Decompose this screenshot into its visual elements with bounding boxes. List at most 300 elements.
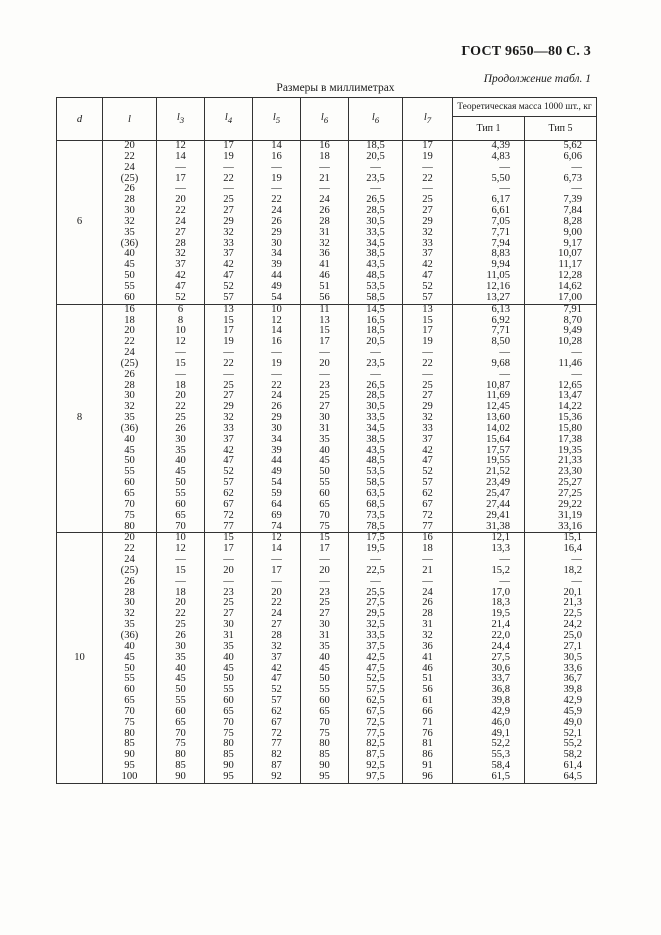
table-cell: 50 (103, 271, 157, 282)
table-row (57, 293, 597, 304)
table-cell: 57 (205, 293, 253, 304)
table-cell: — (205, 555, 253, 566)
table-cell: 55 (103, 282, 157, 293)
table-cell: — (205, 163, 253, 174)
table-cell: 13,3 (453, 544, 525, 555)
table-cell: 19,35 (525, 446, 597, 457)
table-cell: 31 (403, 620, 453, 631)
table-cell: 60 (157, 500, 205, 511)
table-cell: 12 (157, 337, 205, 348)
table-cell: 18,5 (349, 141, 403, 152)
table-cell: 20 (157, 598, 205, 609)
table-cell: 74 (253, 522, 301, 533)
table-cell: 24 (253, 609, 301, 620)
table-cell: 58,4 (453, 761, 525, 772)
table-cell: — (349, 348, 403, 359)
table-cell: 37,5 (349, 642, 403, 653)
table-cell: 77 (403, 522, 453, 533)
table-cell: 27 (205, 206, 253, 217)
table-cell: 90 (205, 761, 253, 772)
table-cell: 19 (403, 152, 453, 163)
table-cell: 27,1 (525, 642, 597, 653)
table-cell: 33,16 (525, 522, 597, 533)
table-cell: 10,87 (453, 381, 525, 392)
table-cell: 26 (301, 206, 349, 217)
table-cell: 15,2 (453, 566, 525, 577)
table-cell: 63,5 (349, 489, 403, 500)
table-cell: 17,38 (525, 435, 597, 446)
table-cell: 32 (157, 249, 205, 260)
table-cell: 19,5 (349, 544, 403, 555)
table-cell: 19 (253, 359, 301, 370)
table-cell: — (403, 163, 453, 174)
table-cell: 95 (205, 772, 253, 783)
table-cell: — (453, 163, 525, 174)
table-cell: 9,68 (453, 359, 525, 370)
table-row (57, 522, 597, 533)
table-cell: 55 (103, 674, 157, 685)
table-cell: 29,41 (453, 511, 525, 522)
table-cell: 21,4 (453, 620, 525, 631)
table-cell: 20 (157, 195, 205, 206)
table-cell: 16 (301, 141, 349, 152)
table-cell: 85 (103, 739, 157, 750)
table-cell: 65 (301, 500, 349, 511)
table-cell: 18 (157, 588, 205, 599)
table-cell: 87,5 (349, 750, 403, 761)
table-cell: 25 (301, 391, 349, 402)
table-cell: 82,5 (349, 739, 403, 750)
table-cell: 27 (301, 609, 349, 620)
table-cell: 21 (403, 566, 453, 577)
table-cell: 23,5 (349, 359, 403, 370)
table-cell: 37 (157, 260, 205, 271)
table-cell: 72,5 (349, 718, 403, 729)
table-cell: 27,5 (453, 653, 525, 664)
table-cell: 6,13 (453, 304, 525, 315)
table-cell: 27 (403, 391, 453, 402)
table-cell: 19,55 (453, 456, 525, 467)
table-cell: 47 (205, 271, 253, 282)
table-cell: 7,39 (525, 195, 597, 206)
table-cell: 30,5 (349, 402, 403, 413)
table-cell: 22 (103, 544, 157, 555)
dimensions-table (56, 97, 597, 784)
table-cell: 77 (253, 739, 301, 750)
table-cell: 41 (403, 653, 453, 664)
table-cell: — (253, 163, 301, 174)
table-cell: 15,36 (525, 413, 597, 424)
table-row (57, 435, 597, 446)
table-cell: 27 (253, 620, 301, 631)
table-cell: 29 (403, 217, 453, 228)
table-cell: 24,2 (525, 620, 597, 631)
table-cell: 68,5 (349, 500, 403, 511)
table-cell: 16 (253, 337, 301, 348)
table-cell: — (525, 370, 597, 381)
table-cell: 23,49 (453, 478, 525, 489)
table-cell: 6,61 (453, 206, 525, 217)
table-cell: 45 (103, 260, 157, 271)
table-cell: 30,5 (349, 217, 403, 228)
table-cell: 18 (103, 316, 157, 327)
table-cell: — (301, 577, 349, 588)
table-cell: 12 (157, 544, 205, 555)
table-cell: 14 (253, 326, 301, 337)
diameter-cell: 10 (57, 533, 103, 783)
table-cell: 33 (205, 239, 253, 250)
col-header-l6: $l_6$ (301, 98, 349, 141)
table-cell: 15,64 (453, 435, 525, 446)
table-cell: 67 (253, 718, 301, 729)
table-cell: 19 (205, 152, 253, 163)
table-cell: 39,8 (525, 685, 597, 696)
table-cell: 44 (253, 271, 301, 282)
table-cell: 65 (157, 511, 205, 522)
table-cell: 25,5 (349, 588, 403, 599)
table-cell: 5,50 (453, 174, 525, 185)
table-cell: 62,5 (349, 696, 403, 707)
table-cell: 56 (403, 685, 453, 696)
table-cell: 17 (301, 337, 349, 348)
table-cell: 66 (403, 707, 453, 718)
table-cell: 54 (253, 478, 301, 489)
table-cell: 42,5 (349, 653, 403, 664)
table-cell: 70 (205, 718, 253, 729)
table-cell: 46 (403, 664, 453, 675)
table-cell: 65 (205, 707, 253, 718)
table-cell: 52 (403, 467, 453, 478)
table-row (57, 228, 597, 239)
table-cell: 27 (205, 391, 253, 402)
table-cell: (25) (103, 174, 157, 185)
table-cell: — (157, 348, 205, 359)
table-cell: 47 (253, 674, 301, 685)
table-cell: 72 (205, 511, 253, 522)
table-cell: 30 (103, 206, 157, 217)
table-cell: 14,22 (525, 402, 597, 413)
table-cell: 25 (205, 381, 253, 392)
table-cell: 20 (253, 588, 301, 599)
table-cell: 38,5 (349, 249, 403, 260)
table-cell: 28 (157, 239, 205, 250)
table-cell: 49,1 (453, 729, 525, 740)
table-cell: 69 (253, 511, 301, 522)
table-cell: 92 (253, 772, 301, 783)
table-cell: 29 (253, 228, 301, 239)
table-cell: 30 (157, 642, 205, 653)
table-cell: 28 (403, 609, 453, 620)
table-cell: 26 (157, 424, 205, 435)
table-cell: 27 (157, 228, 205, 239)
table-cell: 14,5 (349, 304, 403, 315)
table-cell: 14,62 (525, 282, 597, 293)
table-cell: 28,5 (349, 391, 403, 402)
table-cell: 16,5 (349, 316, 403, 327)
table-cell: 40 (301, 653, 349, 664)
table-cell: 14 (253, 544, 301, 555)
table-cell: 45 (103, 446, 157, 457)
table-cell: 20 (301, 359, 349, 370)
table-cell: 14 (157, 152, 205, 163)
table-cell: — (205, 184, 253, 195)
table-cell: 17 (403, 326, 453, 337)
table-cell: 12,45 (453, 402, 525, 413)
table-cell: — (525, 577, 597, 588)
table-cell: 15 (157, 359, 205, 370)
table-cell: 60 (103, 685, 157, 696)
table-cell: 22 (103, 152, 157, 163)
table-cell: 17 (205, 544, 253, 555)
table-cell: 70 (157, 522, 205, 533)
table-cell: 31 (205, 631, 253, 642)
table-cell: 20 (157, 391, 205, 402)
table-cell: 17,0 (453, 588, 525, 599)
table-cell: 51 (301, 282, 349, 293)
table-cell: 97,5 (349, 772, 403, 783)
table-cell: 31,19 (525, 511, 597, 522)
table-cell: 52 (157, 293, 205, 304)
table-cell: 40 (103, 435, 157, 446)
table-cell: 25,27 (525, 478, 597, 489)
table-cell: 45 (301, 664, 349, 675)
table-cell: 20 (103, 326, 157, 337)
table-cell: 77,5 (349, 729, 403, 740)
table-cell: 28 (301, 217, 349, 228)
table-cell: 75 (301, 729, 349, 740)
table-cell: 32 (301, 239, 349, 250)
table-cell: 27 (403, 206, 453, 217)
table-cell: 85 (157, 761, 205, 772)
table-continuation-label: Продолжение табл. 1 (483, 73, 591, 85)
table-cell: 10 (157, 533, 205, 544)
table-cell: 17 (253, 566, 301, 577)
table-cell: 4,39 (453, 141, 525, 152)
table-cell: 21 (301, 174, 349, 185)
table-cell: 13 (205, 304, 253, 315)
table-cell: 6,06 (525, 152, 597, 163)
table-row (57, 718, 597, 729)
table-cell: 25 (403, 381, 453, 392)
table-cell: 30 (253, 239, 301, 250)
table-cell: 40 (103, 642, 157, 653)
table-cell: 25 (157, 620, 205, 631)
table-cell: 4,83 (453, 152, 525, 163)
table-cell: 42 (157, 271, 205, 282)
table-cell: 60 (301, 489, 349, 500)
table-cell: 17 (403, 141, 453, 152)
table-cell: 30 (103, 391, 157, 402)
table-cell: — (403, 555, 453, 566)
table-cell: 30,5 (525, 653, 597, 664)
table-cell: 15 (157, 566, 205, 577)
table-cell: 27,25 (525, 489, 597, 500)
table-cell: — (301, 163, 349, 174)
document-header: ГОСТ 9650—80 С. 3 (461, 44, 591, 59)
table-cell: 33,5 (349, 413, 403, 424)
table-cell: 49 (253, 467, 301, 478)
table-cell: 35 (157, 446, 205, 457)
table-cell: 32 (103, 402, 157, 413)
table-cell: 19,5 (453, 609, 525, 620)
table-cell: 27 (205, 609, 253, 620)
table-cell: 58,2 (525, 750, 597, 761)
table-cell: 45 (157, 674, 205, 685)
table-cell: — (403, 348, 453, 359)
table-cell: 20,1 (525, 588, 597, 599)
table-cell: 15,1 (525, 533, 597, 544)
table-cell: 32 (403, 228, 453, 239)
table-cell: 50 (103, 456, 157, 467)
table-cell: 10 (253, 304, 301, 315)
table-cell: 55 (157, 696, 205, 707)
table-cell: 55 (205, 685, 253, 696)
table-cell: 29,22 (525, 500, 597, 511)
table-row (57, 304, 597, 315)
table-cell: 55,2 (525, 739, 597, 750)
table-cell: 81 (403, 739, 453, 750)
table-cell: 61 (403, 696, 453, 707)
table-cell: 33,7 (453, 674, 525, 685)
table-cell: — (157, 184, 205, 195)
table-cell: 32 (103, 609, 157, 620)
table-cell: 13 (403, 304, 453, 315)
table-cell: 60 (103, 293, 157, 304)
table-cell: — (453, 577, 525, 588)
table-cell: 10,28 (525, 337, 597, 348)
table-cell: 7,94 (453, 239, 525, 250)
table-row (57, 370, 597, 381)
table-cell: 95 (103, 761, 157, 772)
table-cell: 22 (205, 359, 253, 370)
table-cell: 17,00 (525, 293, 597, 304)
col-header-l7: $l_7$ (403, 98, 453, 141)
table-cell: 42 (403, 446, 453, 457)
table-cell: — (157, 555, 205, 566)
table-cell: 91 (403, 761, 453, 772)
table-cell: 85 (301, 750, 349, 761)
table-cell: 90 (301, 761, 349, 772)
table-cell: 29 (205, 402, 253, 413)
table-cell: 53,5 (349, 282, 403, 293)
table-cell: 41 (301, 260, 349, 271)
table-cell: 22 (403, 359, 453, 370)
table-cell: 24 (103, 555, 157, 566)
table-cell: 37 (205, 435, 253, 446)
table-cell: 61,5 (453, 772, 525, 783)
table-cell: 32 (253, 642, 301, 653)
table-cell: 26,5 (349, 381, 403, 392)
table-cell: — (403, 577, 453, 588)
table-cell: 70 (103, 500, 157, 511)
table-cell: 25,0 (525, 631, 597, 642)
table-cell: 52 (205, 467, 253, 478)
table-cell: 5,62 (525, 141, 597, 152)
table-cell: 38,5 (349, 435, 403, 446)
table-cell: 29 (205, 217, 253, 228)
table-cell: 18,3 (453, 598, 525, 609)
table-cell: — (253, 184, 301, 195)
type5-header: Тип 5 (525, 117, 597, 141)
table-cell: 34,5 (349, 239, 403, 250)
table-cell: 52,1 (525, 729, 597, 740)
table-cell: 14,02 (453, 424, 525, 435)
table-cell: 73,5 (349, 511, 403, 522)
table-cell: 60 (103, 478, 157, 489)
table-cell: 24 (103, 348, 157, 359)
table-cell: 39,8 (453, 696, 525, 707)
table-cell: 52,5 (349, 674, 403, 685)
table-cell: 62 (403, 489, 453, 500)
table-cell: 65 (103, 696, 157, 707)
table-cell: 25,47 (453, 489, 525, 500)
table-cell: 47,5 (349, 664, 403, 675)
table-cell: 22 (253, 381, 301, 392)
table-cell: 72 (253, 729, 301, 740)
table-cell: — (253, 370, 301, 381)
table-cell: 23 (301, 381, 349, 392)
table-cell: 57 (403, 478, 453, 489)
table-cell: — (525, 184, 597, 195)
table-cell: — (453, 348, 525, 359)
table-cell: 85 (205, 750, 253, 761)
table-cell: — (349, 163, 403, 174)
table-cell: 44 (253, 456, 301, 467)
table-cell: 55 (157, 489, 205, 500)
table-cell: 16,4 (525, 544, 597, 555)
table-cell: 19 (253, 174, 301, 185)
table-cell: — (525, 348, 597, 359)
table-cell: 22,0 (453, 631, 525, 642)
col-header-l3: $l_3$ (157, 98, 205, 141)
table-cell: (25) (103, 359, 157, 370)
table-cell: 36,7 (525, 674, 597, 685)
table-cell: — (525, 555, 597, 566)
table-cell: 64,5 (525, 772, 597, 783)
table-cell: 52 (253, 685, 301, 696)
table-cell: 42,9 (453, 707, 525, 718)
table-cell: 14 (253, 141, 301, 152)
table-cell: — (157, 163, 205, 174)
table-cell: 27,44 (453, 500, 525, 511)
table-cell: 26 (103, 577, 157, 588)
table-cell: 22 (253, 195, 301, 206)
table-cell: 19 (205, 337, 253, 348)
table-cell: 6,17 (453, 195, 525, 206)
table-cell: 18 (301, 152, 349, 163)
table-cell: 30 (301, 620, 349, 631)
table-cell: 90 (103, 750, 157, 761)
table-cell: — (525, 163, 597, 174)
table-cell: 8 (157, 316, 205, 327)
table-cell: 45 (157, 467, 205, 478)
table-cell: — (157, 577, 205, 588)
table-cell: 22 (205, 174, 253, 185)
table-cell: 42 (403, 260, 453, 271)
table-cell: 17 (301, 544, 349, 555)
table-cell: 42 (253, 664, 301, 675)
table-cell: 22 (157, 609, 205, 620)
table-cell: 67 (403, 500, 453, 511)
table-cell: 47 (157, 282, 205, 293)
table-cell: 40 (157, 456, 205, 467)
col-header-d: d (57, 98, 103, 141)
table-cell: 57 (403, 293, 453, 304)
table-cell: 17,5 (349, 533, 403, 544)
table-cell: 18 (403, 544, 453, 555)
table-cell: 29 (253, 413, 301, 424)
table-cell: 26 (253, 217, 301, 228)
